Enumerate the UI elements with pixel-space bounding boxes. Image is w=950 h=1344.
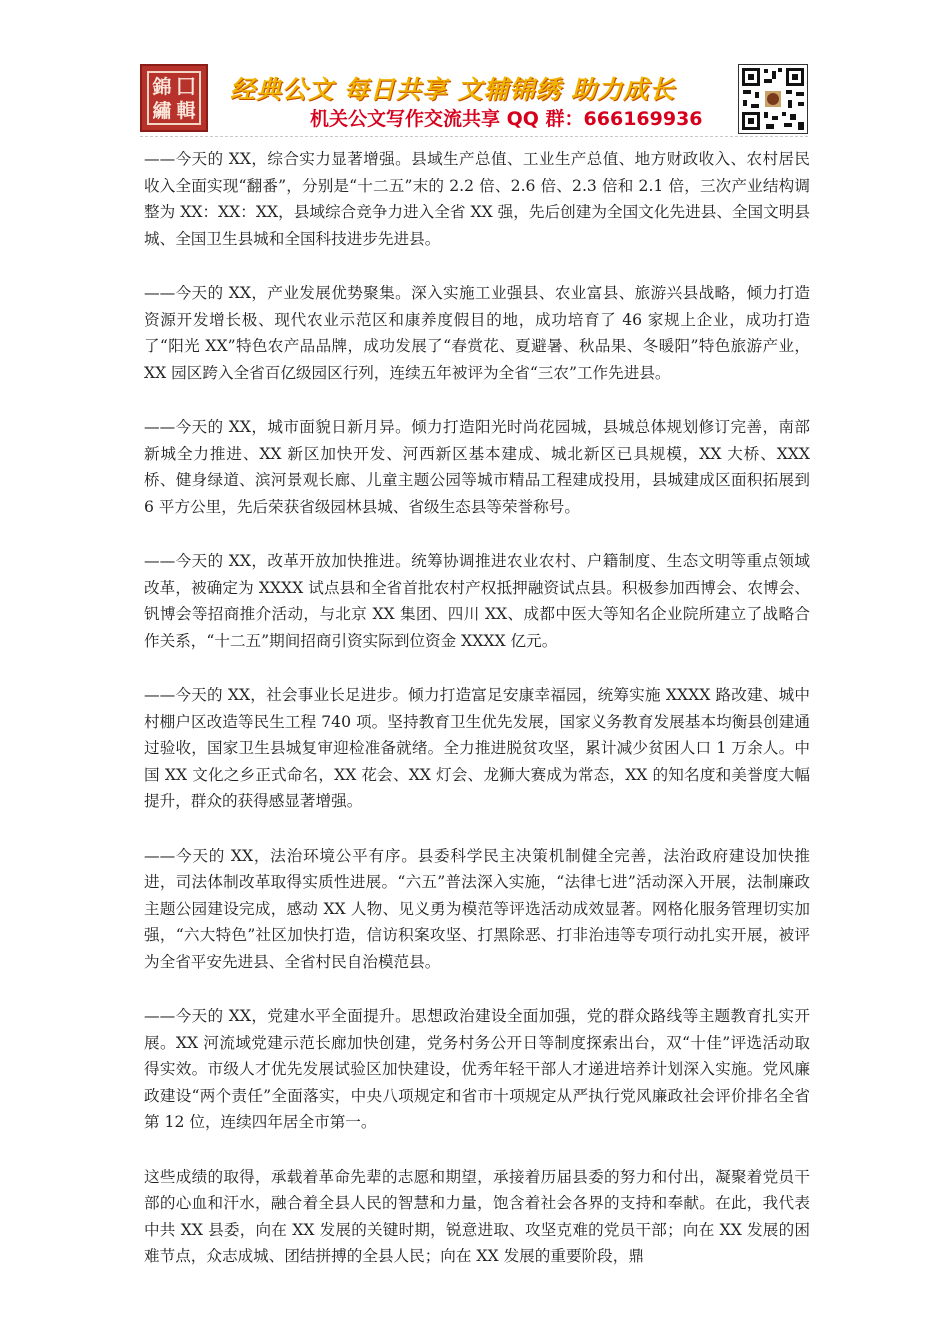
logo-glyph: 輯	[176, 100, 196, 122]
header-slogan: 经典公文 每日共享 文辅锦绣 助力成长	[230, 75, 676, 104]
logo-glyph: 錦	[152, 76, 172, 98]
header-divider	[140, 136, 808, 137]
logo-glyphs	[150, 75, 198, 123]
qr-code-icon	[738, 64, 808, 134]
document-body	[144, 146, 810, 1298]
paragraph: ——今天的 XX，社会事业长足进步。倾力打造富足安康幸福园，统筹实施 XXXX 路改建、城中村棚户区改造等民生工程 740 项。坚持教育卫生优先发展，国家义务教育发展基本均衡县创建通过验收，国家卫生县城复审迎检准备就绪。全力推进脱贫攻坚，累计减少贫困人口 1 万余人。中国 XX 文化之乡正式命名，XX 花会、XX 灯会、龙狮大赛成为常态，XX 的知名度和美誉度大幅提升，群众的获得感显著增强。	[144, 686, 810, 810]
paragraph: ——今天的 XX，改革开放加快推进。统筹协调推进农业农村、户籍制度、生态文明等重点领域改革，被确定为 XXXX 试点县和全省首批农村产权抵押融资试点县。积极参加西博会、农博会、钒博会等招商推介活动，与北京 XX 集团、四川 XX、成都中医大等知名企业院所建立了战略合作关系，“十二五”期间招商引资实际到位资金 XXXX 亿元。	[144, 552, 810, 650]
qr-code-graphic	[739, 65, 807, 133]
paragraph: ——今天的 XX，法治环境公平有序。县委科学民主决策机制健全完善，法治政府建设加快推进，司法体制改革取得实质性进展。“六五”普法深入实施，“法律七进”活动深入开展，法制廉政主题公园建设完成，感动 XX 人物、见义勇为模范等评选活动成效显著。网格化服务管理切实加强，“六大特色”社区加快打造，信访积案攻坚、打黑除恶、打非治违等专项行动扎实开展，被评为全省平安先进县、全省村民自治模范县。	[144, 846, 810, 971]
paragraph: 这些成绩的取得，承载着革命先辈的志愿和期望，承接着历届县委的努力和付出，凝聚着党员干部的心血和汗水，融合着全县人民的智慧和力量，饱含着社会各界的支持和奉献。在此，我代表中共 XX 县委，向在 XX 发展的关键时期，锐意进取、攻坚克难的党员干部；向在 XX 发展的困难节点，众志成城、团结拼搏的全县人民；向在 XX 发展的重要阶段，鼎	[144, 1167, 810, 1265]
qq-group-line: 机关公文写作交流共享 QQ 群：666169936	[310, 108, 703, 130]
paragraph: ——今天的 XX，城市面貌日新月异。倾力打造阳光时尚花园城，县城总体规划修订完善，南部新城全力推进、XX 新区加快开发、河西新区基本建成、城北新区已具规模，XX 大桥、XXX 桥、健身绿道、滨河景观长廊、儿童主题公园等城市精品工程建成投用，县城建成区面积拓展到 6 平方公里，先后荣获省级园林县城、省级生态县等荣誉称号。	[144, 418, 810, 516]
logo-glyph: 囗	[176, 76, 196, 98]
paragraph: ——今天的 XX，党建水平全面提升。思想政治建设全面加强，党的群众路线等主题教育扎实开展。XX 河流域党建示范长廊加快创建，党务村务公开日等制度探索出台，双“十佳”评选活动取得实效。市级人才优先发展试验区加快建设，优秀年轻干部人才递进培养计划深入实施。党风廉政建设“两个责任”全面落实，中央八项规定和省市十项规定从严执行党风廉政社会评价排名全省第 12 位，连续四年居全市第一。	[144, 1007, 810, 1131]
paragraph: ——今天的 XX，产业发展优势聚集。深入实施工业强县、农业富县、旅游兴县战略，倾力打造资源开发增长极、现代农业示范区和康养度假目的地，成功培育了 46 家规上企业，成功打造了“阳光 XX”特色农产品品牌，成功发展了“春赏花、夏避暑、秋品果、冬暖阳”特色旅游产业，XX 园区跨入全省百亿级园区行列，连续五年被评为全省“三农”工作先进县。	[144, 284, 810, 382]
brand-logo	[140, 64, 208, 132]
paragraph: ——今天的 XX，综合实力显著增强。县域生产总值、工业生产总值、地方财政收入、农村居民收入全面实现“翻番”，分别是“十二五”末的 2.2 倍、2.6 倍、2.3 倍和 2.1 倍，三次产业结构调整为 XX：XX：XX，县域综合竞争力进入全省 XX 强，先后创建为全国文化先进县、全国文明县城、全国卫生县城和全国科技进步先进县。	[144, 150, 810, 248]
page-header	[140, 64, 808, 134]
logo-glyph: 繡	[152, 100, 172, 122]
